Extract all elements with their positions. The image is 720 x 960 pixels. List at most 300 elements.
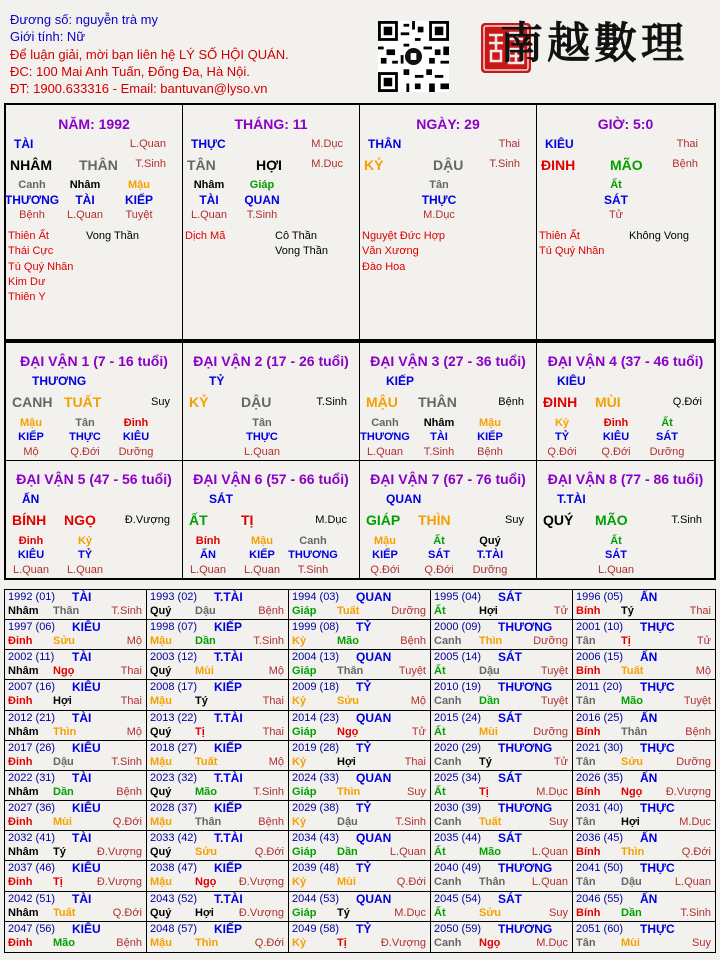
year-cell (573, 892, 715, 922)
hidden-stem: Kỷ (554, 417, 570, 429)
gender-line: Giới tính: Nữ (10, 29, 86, 45)
year-branch: Ngọ (53, 665, 75, 678)
year-cell (573, 680, 715, 710)
year-label: 2022 (31) (8, 771, 56, 784)
year-label: 2026 (35) (576, 771, 624, 784)
hidden-stage: L.Quan (66, 563, 104, 576)
year-branch: Dậu (195, 605, 216, 617)
year-stem: Tân (576, 755, 596, 768)
year-stage: L.Quan (674, 876, 711, 889)
year-cell (431, 801, 573, 831)
year-stage: Đ.Vượng (380, 936, 426, 949)
year-stem: Kỷ (292, 695, 307, 708)
year-cell (289, 892, 431, 922)
year-label: 2028 (37) (150, 802, 198, 815)
year-stage: Thai (404, 755, 426, 768)
star-item: Thiên Ất (8, 230, 49, 242)
hidden-ten-god: ẤN (200, 548, 216, 561)
pillar-2 (183, 105, 360, 339)
pillar-branch: HỢI (256, 157, 282, 173)
year-cell (5, 711, 147, 741)
dai-van-branch: THÌN (418, 511, 451, 528)
year-cell (289, 680, 431, 710)
dai-van-4 (537, 343, 714, 461)
year-stem: Quý (150, 665, 172, 678)
hidden-stem: Nhâm (193, 179, 225, 191)
year-cell (573, 861, 715, 891)
year-stage: Mộ (410, 695, 426, 708)
year-stem: Kỷ (292, 635, 307, 648)
hidden-ten-god: KIẾP (249, 548, 275, 561)
year-stem: Bính (576, 605, 601, 617)
year-label: 2032 (41) (8, 832, 56, 845)
year-stage: Tử (411, 725, 426, 738)
year-label: 2007 (16) (8, 681, 56, 694)
pillar-branch: DẬU (433, 157, 464, 173)
dai-van-ten-god: KIẾP (386, 374, 415, 388)
hidden-ten-god: SÁT (656, 431, 678, 443)
hidden-stem: Giáp (249, 179, 275, 191)
dai-van-stem: BÍNH (12, 511, 47, 528)
year-branch: Tị (337, 936, 347, 949)
year-cell (147, 590, 289, 620)
hidden-stage: Q.Đới (424, 563, 454, 576)
year-label: 2040 (49) (434, 862, 482, 875)
year-branch: Mão (53, 936, 75, 949)
year-label: 1995 (04) (434, 591, 482, 603)
year-label: 1998 (07) (150, 621, 198, 634)
year-cell (147, 831, 289, 861)
year-branch: Thân (195, 816, 222, 829)
year-ten-god: KIÊU (72, 861, 101, 876)
year-stem: Ất (434, 605, 446, 617)
year-cell (147, 861, 289, 891)
pillar-branch-stage: T.Sinh (135, 158, 166, 170)
year-cell (431, 680, 573, 710)
pillar-branch-stage: T.Sinh (489, 158, 520, 170)
dai-van-7 (360, 461, 537, 579)
year-cell (289, 620, 431, 650)
year-cell (5, 741, 147, 771)
year-stem: Ất (434, 846, 446, 859)
year-ten-god: SÁT (498, 891, 522, 906)
year-stage: Bệnh (258, 816, 284, 829)
year-branch: Tuất (479, 816, 502, 829)
year-branch: Mão (195, 785, 217, 798)
year-ten-god: KIẾP (214, 740, 243, 755)
dai-van-stage: Suy (505, 513, 524, 526)
pillar-title: THÁNG: 11 (234, 116, 308, 132)
dai-van-ten-god: SÁT (209, 491, 233, 506)
year-stem: Đinh (8, 695, 33, 708)
year-label: 2042 (51) (8, 892, 56, 905)
year-label: 2005 (14) (434, 651, 482, 664)
year-stage: T.Sinh (253, 785, 284, 798)
hidden-ten-god: THỰC (246, 431, 278, 443)
year-branch: Ngọ (195, 876, 217, 889)
year-stem: Nhâm (8, 725, 39, 738)
year-stage: Dưỡng (391, 605, 426, 617)
year-ten-god: T.TÀI (214, 710, 243, 725)
hidden-stem: Ất (433, 534, 445, 547)
year-label: 2027 (36) (8, 802, 56, 815)
year-stem: Bính (576, 665, 601, 678)
year-stem: Mậu (150, 635, 172, 648)
year-branch: Dần (53, 785, 74, 798)
star-item: Kim Dư (8, 275, 46, 288)
year-stage: Mộ (126, 635, 142, 648)
year-ten-god: QUAN (356, 590, 392, 604)
year-cell (5, 650, 147, 680)
year-ten-god: QUAN (356, 650, 392, 665)
dai-van-8 (537, 461, 714, 579)
year-label: 2003 (12) (150, 651, 198, 664)
year-stage: Thai (120, 665, 142, 678)
year-ten-god: THƯƠNG (498, 801, 553, 816)
year-branch: Mùi (337, 876, 356, 889)
year-cell (573, 771, 715, 801)
year-label: 2029 (38) (292, 802, 340, 815)
year-label: 2044 (53) (292, 892, 340, 905)
year-ten-god: THƯƠNG (498, 921, 553, 936)
year-stage: Q.Đới (254, 936, 284, 949)
pillar-4 (537, 105, 714, 339)
year-label: 2021 (30) (576, 741, 624, 754)
year-stage: Dưỡng (533, 635, 568, 648)
year-stage: Mộ (268, 755, 284, 768)
year-branch: Sửu (53, 635, 76, 648)
year-label: 2014 (23) (292, 711, 340, 724)
year-ten-god: THỰC (640, 861, 675, 876)
year-stem: Tân (576, 695, 596, 708)
year-branch: Thìn (195, 936, 219, 949)
year-stem: Đinh (8, 816, 33, 829)
year-label: 2033 (42) (150, 832, 198, 845)
hidden-stage: L.Quan (12, 563, 50, 576)
hidden-stem: Mậu (20, 417, 42, 429)
annual-luck-grid (4, 589, 716, 953)
year-label: 2048 (57) (150, 922, 198, 935)
dai-van-branch: MÃO (595, 511, 628, 528)
hidden-stage: Dưỡng (472, 563, 508, 576)
year-stage: Đ.Vượng (238, 876, 284, 889)
year-branch: Dậu (479, 665, 500, 678)
year-cell (573, 741, 715, 771)
dai-van-stage: M.Dục (315, 513, 347, 526)
pillar-stem: NHÂM (10, 157, 52, 173)
year-branch: Hợi (479, 605, 498, 617)
year-stage: Thai (262, 695, 284, 708)
year-branch: Thìn (479, 635, 503, 648)
year-stem: Kỷ (292, 816, 307, 829)
year-branch: Mùi (195, 665, 214, 678)
year-ten-god: TÀI (72, 831, 92, 846)
hidden-stage: T.Sinh (297, 563, 329, 576)
year-stem: Giáp (292, 906, 317, 919)
year-branch: Hợi (53, 695, 72, 708)
year-cell (5, 771, 147, 801)
star-item: Không Vong (629, 230, 689, 242)
year-stage: Bệnh (258, 605, 284, 617)
year-ten-god: ẤN (640, 770, 658, 785)
year-stage: Tuyệt (398, 665, 426, 678)
year-label: 2024 (33) (292, 771, 340, 784)
hidden-stem: Tân (75, 417, 95, 429)
hidden-stem: Quý (479, 534, 501, 547)
year-cell (147, 680, 289, 710)
year-ten-god: KIÊU (72, 921, 101, 936)
hidden-stem: Nhâm (69, 179, 101, 191)
year-ten-god: KIẾP (214, 801, 243, 816)
year-cell (289, 650, 431, 680)
dai-van-title: ĐẠI VẬN 1 (7 - 16 tuổi) (20, 353, 168, 369)
year-ten-god: SÁT (498, 710, 522, 725)
four-pillars-grid (4, 103, 716, 341)
year-ten-god: TÀI (72, 891, 92, 906)
year-stage: M.Dục (536, 785, 568, 798)
year-ten-god: ẤN (640, 710, 658, 725)
header-info (10, 11, 370, 97)
pillar-title: NGÀY: 29 (416, 116, 480, 132)
year-branch: Tuất (337, 605, 360, 617)
year-branch: Sửu (621, 755, 644, 768)
pillar-branch: THÂN (79, 157, 118, 173)
star-item: Dịch Mã (185, 230, 226, 242)
pillar-branch-stage: M.Dục (311, 158, 343, 170)
year-stem: Nhâm (8, 665, 39, 678)
hidden-ten-god: KIẾP (18, 431, 44, 443)
dai-van-ten-god: THƯƠNG (32, 374, 87, 388)
year-stage: Mộ (268, 665, 284, 678)
qr-code-icon[interactable] (378, 21, 449, 92)
year-stem: Ất (434, 665, 446, 678)
year-cell (289, 801, 431, 831)
year-label: 1999 (08) (292, 621, 340, 634)
brand-title: 南越數理 (500, 19, 688, 69)
dai-van-branch: THÂN (418, 394, 457, 410)
year-ten-god: KIÊU (72, 680, 101, 695)
year-label: 2006 (15) (576, 651, 624, 664)
hidden-ten-god: THƯƠNG (4, 193, 60, 207)
year-stage: Suy (549, 816, 568, 829)
year-label: 2041 (50) (576, 862, 624, 875)
year-stage: Suy (692, 936, 711, 949)
year-cell (5, 922, 147, 952)
year-branch: Hợi (337, 755, 356, 768)
year-ten-god: TÀI (72, 590, 92, 604)
year-ten-god: THƯƠNG (498, 740, 553, 755)
year-stem: Giáp (292, 605, 317, 617)
year-cell (5, 861, 147, 891)
year-stem: Nhâm (8, 605, 39, 617)
year-ten-god: TÀI (72, 770, 92, 785)
stars-left (8, 229, 73, 305)
dai-van-stem: ẤT (189, 511, 208, 528)
year-stem: Bính (576, 785, 601, 798)
year-stem: Tân (576, 876, 596, 889)
star-item: Thiên Y (8, 291, 46, 304)
hidden-stem: Nhâm (423, 417, 455, 429)
year-cell (289, 741, 431, 771)
hidden-stem: Ất (661, 417, 673, 429)
hidden-stage: L.Quan (597, 563, 635, 576)
hidden-stage: Q.Đới (70, 446, 100, 458)
year-label: 1993 (02) (150, 591, 198, 603)
hidden-stage: Tử (608, 209, 624, 221)
year-ten-god: TỶ (356, 620, 372, 635)
dai-van-2 (183, 343, 360, 461)
year-branch: Sửu (337, 695, 360, 708)
year-stem: Kỷ (292, 936, 307, 949)
hidden-stem: Mậu (374, 534, 396, 547)
hidden-ten-god: KIẾP (477, 431, 503, 443)
year-stage: Tuyệt (683, 695, 711, 708)
year-ten-god: SÁT (498, 831, 522, 846)
star-item: Thái Cực (8, 245, 54, 258)
hidden-ten-god: QUAN (244, 193, 280, 207)
dai-van-title: ĐẠI VẬN 5 (47 - 56 tuổi) (16, 470, 172, 487)
year-label: 2004 (13) (292, 651, 340, 664)
year-ten-god: THỰC (640, 620, 675, 635)
year-label: 2045 (54) (434, 892, 482, 905)
dai-van-stage: T.Sinh (671, 513, 702, 526)
pillar-1 (6, 105, 183, 339)
hidden-ten-god: THƯƠNG (360, 431, 410, 443)
year-stage: M.Dục (536, 936, 568, 949)
star-item: Tú Quý Nhân (539, 245, 605, 258)
year-ten-god: TỶ (356, 740, 372, 755)
year-stem: Quý (150, 725, 172, 738)
year-branch: Tý (621, 605, 634, 617)
year-branch: Thìn (53, 725, 77, 738)
year-stage: Bệnh (685, 725, 711, 738)
year-label: 2043 (52) (150, 892, 198, 905)
pillar-title: GIỜ: 5:0 (597, 116, 654, 132)
year-stage: Mộ (695, 665, 711, 678)
year-cell (5, 801, 147, 831)
year-branch: Thân (337, 665, 364, 678)
hidden-ten-god: KIÊU (122, 431, 150, 443)
year-branch: Tị (621, 635, 631, 648)
hidden-stage: L.Quan (243, 446, 281, 458)
hidden-ten-god: KIẾP (124, 193, 153, 207)
year-cell (289, 831, 431, 861)
year-ten-god: T.TÀI (214, 650, 243, 665)
star-item: Nguyệt Đức Hợp (362, 230, 446, 242)
year-branch: Tý (479, 755, 492, 768)
year-stage: T.Sinh (680, 906, 711, 919)
year-stage: Q.Đới (396, 876, 426, 889)
year-cell (147, 892, 289, 922)
year-branch: Sửu (195, 846, 218, 859)
year-stem: Canh (434, 936, 462, 949)
year-stage: Đ.Vượng (96, 846, 142, 859)
dai-van-stage: Bệnh (498, 396, 524, 408)
year-cell (431, 620, 573, 650)
star-item: Vong Thần (86, 230, 140, 242)
year-branch: Ngọ (621, 785, 643, 798)
year-stem: Đinh (8, 876, 33, 889)
year-stage: Đ.Vượng (238, 906, 284, 919)
year-label: 1994 (03) (292, 591, 340, 603)
year-label: 2012 (21) (8, 711, 56, 724)
dai-van-ten-god: T.TÀI (557, 491, 586, 506)
year-label: 2020 (29) (434, 741, 482, 754)
year-stem: Mậu (150, 755, 172, 768)
hidden-ten-god: THƯƠNG (288, 548, 338, 561)
year-label: 2023 (32) (150, 771, 198, 784)
dai-van-branch: MÙI (595, 394, 621, 410)
star-item: Cô Thần (275, 230, 317, 242)
year-label: 2037 (46) (8, 862, 56, 875)
year-stem: Giáp (292, 785, 317, 798)
year-stem: Mậu (150, 936, 172, 949)
year-branch: Hợi (195, 906, 214, 919)
year-cell (5, 680, 147, 710)
pillar-ten-god: THỰC (191, 137, 226, 151)
pillar-stem: ĐINH (541, 157, 576, 173)
year-branch: Mùi (479, 725, 498, 738)
year-label: 2039 (48) (292, 862, 340, 875)
hidden-ten-god: TỶ (554, 431, 570, 443)
year-branch: Thân (479, 876, 506, 889)
year-label: 2018 (27) (150, 741, 198, 754)
year-label: 2010 (19) (434, 681, 482, 694)
year-stem: Giáp (292, 665, 317, 678)
year-cell (5, 892, 147, 922)
hidden-ten-god: KIÊU (17, 548, 45, 561)
year-ten-god: T.TÀI (214, 891, 243, 906)
year-stage: Q.Đới (112, 816, 142, 829)
year-stage: Suy (407, 785, 426, 798)
year-ten-god: THỰC (640, 740, 675, 755)
stars-left (539, 229, 604, 260)
year-cell (431, 741, 573, 771)
pillar-stem-stage: M.Dục (311, 138, 343, 150)
year-ten-god: KIÊU (72, 801, 101, 816)
year-ten-god: KIÊU (72, 620, 101, 635)
year-cell (5, 831, 147, 861)
year-stage: M.Dục (679, 816, 711, 829)
year-stage: Đ.Vượng (665, 785, 711, 798)
year-cell (147, 711, 289, 741)
year-stage: Tuyệt (540, 695, 568, 708)
year-label: 2035 (44) (434, 832, 482, 845)
year-label: 2046 (55) (576, 892, 624, 905)
year-label: 2047 (56) (8, 922, 56, 935)
year-branch: Thìn (621, 846, 645, 859)
hidden-stage: T.Sinh (423, 446, 455, 458)
year-stage: Bệnh (116, 785, 142, 798)
year-cell (573, 620, 715, 650)
year-cell (431, 771, 573, 801)
year-label: 2036 (45) (576, 832, 624, 845)
year-stage: Bệnh (400, 635, 426, 648)
year-branch: Tị (195, 725, 205, 738)
year-label: 1997 (06) (8, 621, 56, 634)
hidden-stem: Bính (195, 534, 221, 547)
year-branch: Dần (621, 906, 642, 919)
year-ten-god: ẤN (640, 891, 658, 906)
year-cell (573, 922, 715, 952)
year-label: 2008 (17) (150, 681, 198, 694)
year-branch: Ngọ (337, 725, 359, 738)
year-cell (573, 711, 715, 741)
year-branch: Tý (337, 906, 350, 919)
hidden-stem: Ất (610, 179, 622, 191)
year-stage: Thai (262, 725, 284, 738)
year-stage: L.Quan (531, 876, 568, 889)
